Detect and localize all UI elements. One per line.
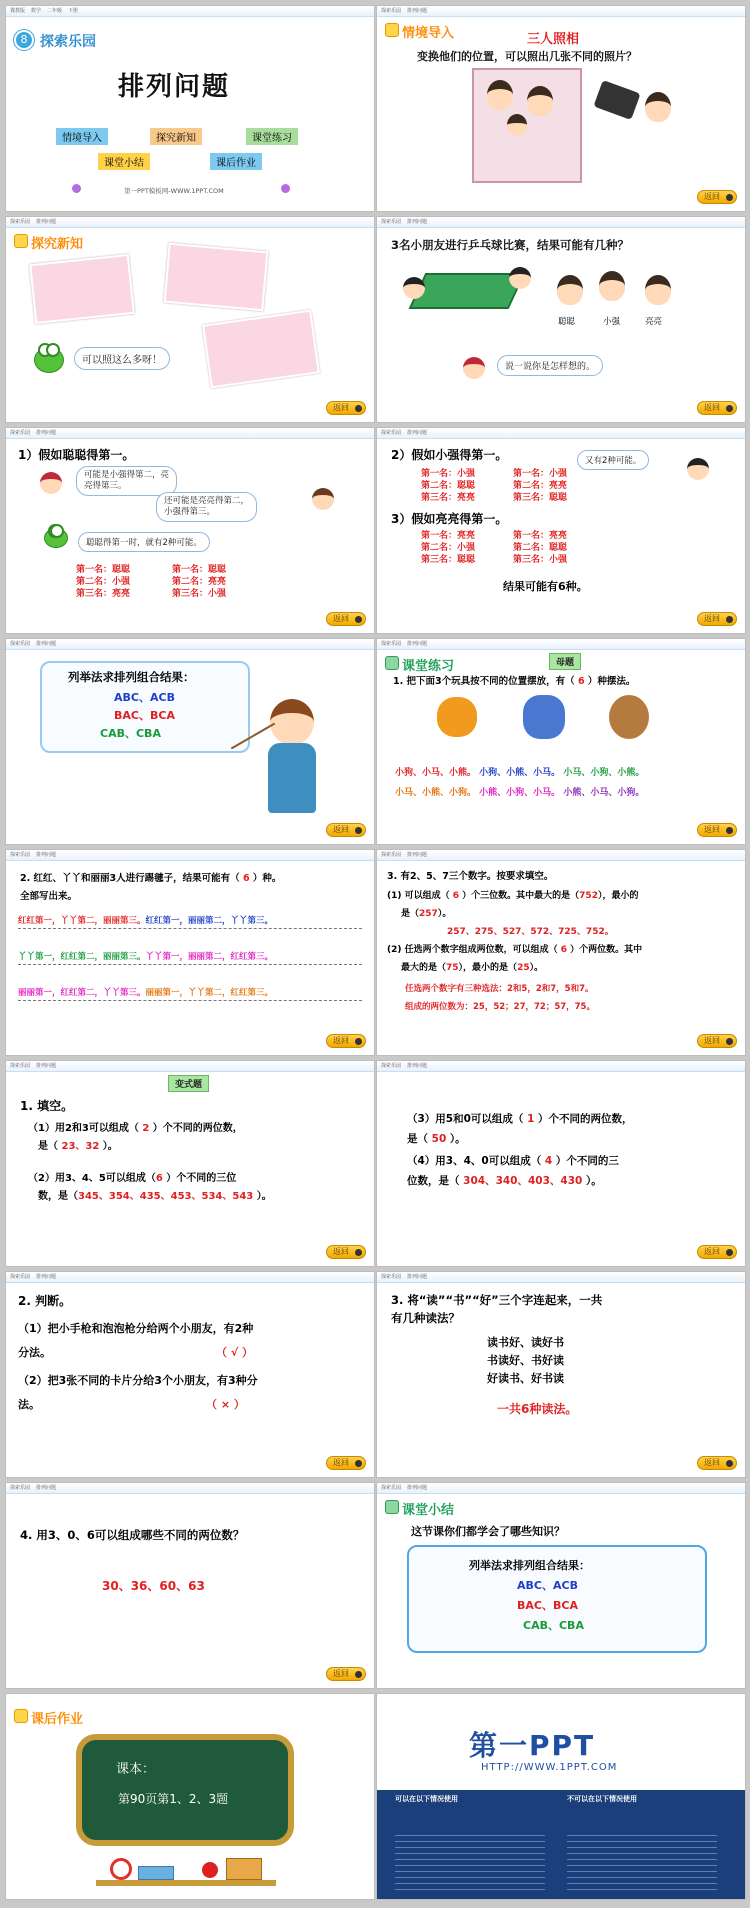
brand-url: HTTP://WWW.1PPT.COM — [481, 1762, 618, 1773]
combo: CBA — [558, 1619, 584, 1632]
question-text: 全部写出来。 — [20, 891, 78, 902]
result: 红红第一，丫丫第二，丽丽第三。 — [18, 916, 146, 926]
back-button[interactable]: 返回 — [326, 401, 366, 415]
brand-logo: 第一PPT — [469, 1729, 596, 1762]
back-button[interactable]: 返回 — [697, 823, 737, 837]
person-illustration — [527, 86, 553, 116]
slide-14[interactable] — [376, 1271, 746, 1478]
method-title: 列举法求排列组合结果： — [68, 670, 195, 684]
answer: 50 — [431, 1133, 447, 1145]
answer: 25 — [517, 963, 530, 973]
arrangement: 小马、小狗、小熊。 — [563, 768, 645, 778]
combo: BAC — [517, 1599, 542, 1612]
slide-header-bar: 探索乐园 排列问题 — [6, 639, 374, 650]
dashed-divider — [18, 964, 362, 965]
separator: 、 — [124, 727, 136, 740]
nav-explore[interactable]: 探究新知 — [150, 128, 202, 145]
sub-question: （4）用3、4、0可以组成（ 4 ）个不同的三 — [407, 1155, 619, 1167]
case-heading: 3）假如亮亮得第一。 — [391, 512, 508, 526]
sub-question: (2) 任选两个数字组成两位数，可以组成（ 6 ）个两位数。其中 — [387, 945, 643, 955]
answer-text: 一共6种读法。 — [497, 1402, 578, 1416]
speech-bubble: 聪聪得第一时，就有2种可能。 — [78, 532, 210, 552]
arrangement: 小狗、小马、小熊。 — [395, 768, 477, 778]
separator: 、 — [138, 709, 150, 722]
question-part: ）种摆法。 — [584, 676, 636, 687]
combo-row — [523, 1617, 584, 1633]
toy-dog-icon — [437, 697, 477, 737]
slide-6[interactable] — [376, 427, 746, 634]
method-title: 列举法求排列组合结果： — [469, 1559, 590, 1572]
slide-12[interactable] — [376, 1060, 746, 1267]
rank-line: 第二名：小强 — [421, 543, 476, 553]
combo: BCA — [552, 1599, 578, 1612]
camera-tripod-icon — [593, 80, 640, 120]
slide-15[interactable] — [5, 1482, 375, 1689]
back-button[interactable]: 返回 — [326, 612, 366, 626]
player-illustration — [403, 277, 425, 299]
section-title: 探究新知 — [14, 233, 83, 252]
answer-row — [395, 785, 644, 798]
combo: BAC — [114, 709, 139, 722]
section-icon — [385, 1500, 399, 1514]
books-icon — [226, 1858, 262, 1880]
clock-icon — [110, 1858, 132, 1880]
rank-line: 第一名：聪聪 — [76, 565, 131, 575]
explanation-text: 任选两个数字有三种选法：2和5，2和7，5和7。 — [405, 984, 594, 994]
rank-line: 第三名：聪聪 — [421, 555, 476, 565]
back-button[interactable]: 返回 — [697, 612, 737, 626]
sub-question: (1) 可以组成（ 6 ）个三位数。其中最大的是（752），最小的 — [387, 891, 639, 901]
family-photo — [202, 310, 320, 389]
dashed-divider — [18, 1000, 362, 1001]
answer: 6 — [577, 676, 585, 687]
rank-line: 第二名：小强 — [76, 577, 131, 587]
question-tag: 母题 — [549, 653, 581, 670]
family-photo — [29, 254, 135, 324]
answer-text: 30、36、60、63 — [102, 1579, 205, 1593]
slide-header-bar: 探索乐园 排列问题 — [377, 217, 745, 228]
explanation-text: 组成的两位数为：25，52；27，72；57，75。 — [405, 1002, 595, 1012]
speech-bubble: 可能是小强得第二，亮 亮得第三。 — [76, 466, 177, 496]
toy-horse-icon — [523, 695, 565, 739]
arrangement: 小熊、小马、小狗。 — [563, 788, 645, 798]
rank-line: 第二名：聪聪 — [421, 481, 476, 491]
rank-line: 第一名：聪聪 — [172, 565, 227, 575]
speech-bubble: 还可能是亮亮得第二， 小强得第三。 — [156, 492, 257, 522]
reading-option: 好读书、好书读 — [487, 1372, 564, 1385]
combo: ABC — [114, 691, 139, 704]
result: 红红第一，丽丽第二，丫丫第三。 — [145, 916, 274, 926]
speech-bubble: 可以照这么多呀！ — [74, 347, 170, 370]
answer-row — [18, 986, 273, 998]
speech-bubble: 又有2种可能。 — [577, 450, 649, 470]
arrangement: 小熊、小狗、小马。 — [479, 788, 561, 798]
usage-heading: 可以在以下情况使用 — [395, 1795, 458, 1803]
section-title: 课后作业 — [14, 1708, 83, 1727]
slide-header-bar: 冀教版 数学 二年级 下册 — [6, 6, 374, 17]
teacher-illustration — [270, 699, 314, 745]
nav-homework[interactable]: 课后作业 — [210, 153, 262, 170]
answer-row — [18, 950, 273, 962]
case-heading: 1）假如聪聪得第一。 — [18, 448, 135, 462]
slide-header-bar: 探索乐园 排列问题 — [6, 1272, 374, 1283]
section-title: 情境导入 — [385, 22, 454, 41]
ranking-list — [513, 530, 567, 566]
slide-7[interactable] — [5, 638, 375, 845]
slide-header-bar: 探索乐园 排列问题 — [377, 1061, 745, 1072]
slide-3[interactable] — [5, 216, 375, 423]
sub-question: （1）把小手枪和泡泡枪分给两个小朋友，有2种 — [18, 1322, 254, 1335]
dashed-divider — [18, 928, 362, 929]
section-title: 课堂小结 — [385, 1499, 454, 1518]
slide-header-bar: 探索乐园 排列问题 — [377, 6, 745, 17]
lesson-title: 排列问题 — [118, 72, 231, 102]
link-list — [395, 1830, 545, 1890]
rank-line: 第一名：亮亮 — [421, 531, 476, 541]
answer: 1 — [527, 1113, 535, 1125]
slide-header-bar: 探索乐园 排列问题 — [377, 639, 745, 650]
rank-line: 第一名：小强 — [513, 469, 568, 479]
judgement-answer: （ √ ） — [216, 1346, 253, 1359]
answer: 752 — [579, 891, 598, 901]
sub-question: （1）用2和3可以组成（ 2 ）个不同的两位数， — [28, 1123, 243, 1134]
question-part: 1. 把下面3个玩具按不同的位置摆放，有（ — [393, 676, 578, 687]
nav-intro[interactable]: 情境导入 — [56, 128, 108, 145]
child-avatar-xiaoqiang — [599, 271, 625, 301]
unit-title: 探索乐园 — [40, 34, 96, 50]
sub-question: （2）把3张不同的卡片分给3个小朋友，有3种分 — [18, 1374, 258, 1387]
sub-question: 数，是（345、354、435、453、534、543 ）。 — [38, 1191, 272, 1202]
reading-option: 书读好、书好读 — [487, 1354, 564, 1367]
slide-10[interactable] — [376, 849, 746, 1056]
answer: 6 — [242, 873, 250, 884]
result: 丽丽第一，丫丫第二，红红第三。 — [145, 988, 274, 998]
back-button[interactable]: 返回 — [697, 190, 737, 204]
child-avatar-congcong — [557, 275, 583, 305]
section-icon — [385, 656, 399, 670]
answer: 23、32 — [61, 1141, 100, 1152]
slide-17[interactable] — [5, 1693, 375, 1900]
rank-line: 第二名：亮亮 — [513, 481, 568, 491]
ranking-list — [76, 564, 130, 600]
separator: 、 — [138, 691, 150, 704]
sub-question: （3）用5和0可以组成（ 1 ）个不同的两位数， — [407, 1113, 633, 1125]
teacher-body — [268, 743, 316, 813]
question-text: 3. 有2、5、7三个数字。按要求填空。 — [387, 871, 554, 882]
slide-header-bar: 探索乐园 排列问题 — [6, 428, 374, 439]
footer-text: 第一PPT模板网-WWW.1PPT.COM — [124, 187, 224, 195]
answer: 75 — [446, 963, 459, 973]
question-text — [20, 870, 281, 884]
flower-icon — [72, 184, 81, 193]
slide-header-bar: 探索乐园 排列问题 — [6, 1061, 374, 1072]
slide-8[interactable] — [376, 638, 746, 845]
sub-question: 最大的是（75），最小的是（25）。 — [401, 963, 544, 973]
back-button[interactable]: 返回 — [697, 401, 737, 415]
question-text — [393, 673, 635, 687]
answer-row — [18, 914, 273, 926]
shelf — [96, 1880, 276, 1886]
case-heading: 2）假如小强得第一。 — [391, 448, 508, 462]
slide-header-bar: 探索乐园 排列问题 — [6, 217, 374, 228]
back-button[interactable]: 返回 — [326, 1456, 366, 1470]
question-part: 2. 红红、丫丫和丽丽3人进行踢毽子，结果可能有（ — [20, 873, 243, 884]
slide-header-bar: 探索乐园 排列问题 — [6, 1483, 374, 1494]
answer: 304、340、403、430 — [463, 1175, 583, 1187]
arrangement: 小狗、小熊、小马。 — [479, 768, 561, 778]
slide-5[interactable] — [5, 427, 375, 634]
answer: 257 — [419, 909, 438, 919]
flower-icon — [281, 184, 290, 193]
answer: 6 — [452, 891, 460, 901]
answer: 6 — [560, 945, 568, 955]
result: 丫丫第一，红红第二，丽丽第三。 — [18, 952, 146, 962]
back-button[interactable]: 返回 — [326, 1667, 366, 1681]
answer: 4 — [544, 1155, 553, 1167]
combo: ABC — [517, 1579, 542, 1592]
combo: ACB — [149, 691, 175, 704]
slide-2[interactable] — [376, 5, 746, 212]
name-label: 亮亮 — [645, 317, 663, 327]
books-icon — [138, 1866, 174, 1880]
rank-line: 第三名：亮亮 — [76, 589, 131, 599]
sub-question: 位数，是（ 304、340、403、430 ）。 — [407, 1175, 602, 1187]
apple-icon — [202, 1862, 218, 1878]
board-label: 课本： — [116, 1762, 156, 1777]
frog-mascot-icon — [34, 347, 64, 373]
sub-question: 是（ 50 ）。 — [407, 1133, 466, 1145]
rank-line: 第三名：聪聪 — [513, 493, 568, 503]
slide-1[interactable] — [5, 5, 375, 212]
girl-illustration — [312, 488, 334, 510]
section-icon — [14, 234, 28, 248]
name-label: 聪聪 — [558, 317, 576, 327]
slide-4[interactable] — [376, 216, 746, 423]
sub-question: 法。 — [18, 1398, 40, 1411]
rank-line: 第三名：亮亮 — [421, 493, 476, 503]
reading-option: 读书好、读好书 — [487, 1336, 564, 1349]
back-button[interactable]: 返回 — [326, 1034, 366, 1048]
combo: ACB — [552, 1579, 578, 1592]
ping-pong-table-illustration — [409, 273, 526, 309]
combo: CAB — [100, 727, 125, 740]
slide-16[interactable] — [376, 1482, 746, 1689]
result: 丽丽第一，红红第二，丫丫第三。 — [18, 988, 146, 998]
slide-18[interactable] — [376, 1693, 746, 1900]
girl-illustration — [463, 357, 485, 379]
back-button[interactable]: 返回 — [326, 1245, 366, 1259]
slide-header-bar: 探索乐园 排列问题 — [6, 850, 374, 861]
section-icon — [385, 23, 399, 37]
answer: 2 — [142, 1123, 150, 1134]
girl-illustration — [40, 472, 62, 494]
slide-header-bar: 探索乐园 排列问题 — [377, 850, 745, 861]
back-button[interactable]: 返回 — [326, 823, 366, 837]
rank-line: 第三名：小强 — [172, 589, 227, 599]
answer-row — [395, 765, 644, 778]
unit-number-badge: 8 — [14, 30, 34, 50]
question-text: 这节课你们都学会了哪些知识？ — [411, 1525, 565, 1538]
question-text: 有几种读法？ — [391, 1311, 460, 1325]
rank-line: 第一名：小强 — [421, 469, 476, 479]
speech-bubble: 说一说你是怎样想的。 — [497, 355, 603, 376]
usage-heading: 不可以在以下情况使用 — [567, 1795, 637, 1803]
combo-row — [100, 725, 161, 741]
sub-question: （2）用3、4、5可以组成（6 ）个不同的三位 — [28, 1173, 237, 1184]
ranking-list — [421, 468, 475, 504]
separator: 、 — [541, 1599, 553, 1612]
slide-header-bar: 探索乐园 排列问题 — [377, 1483, 745, 1494]
back-button[interactable]: 返回 — [697, 1245, 737, 1259]
combo-row — [517, 1577, 578, 1593]
result-text: 结果可能有6种。 — [503, 580, 588, 593]
name-label: 小强 — [603, 317, 621, 327]
slide-9[interactable] — [5, 849, 375, 1056]
answer: 6 — [155, 1173, 163, 1184]
section-icon — [14, 1709, 28, 1723]
scene-title: 三人照相 — [527, 32, 580, 47]
boy-illustration — [687, 458, 709, 480]
sub-question: 是（257）。 — [401, 909, 452, 919]
child-avatar-liangliang — [645, 275, 671, 305]
ranking-list — [172, 564, 226, 600]
frog-mascot-icon — [44, 528, 68, 548]
back-button[interactable]: 返回 — [697, 1456, 737, 1470]
question-heading: 1. 填空。 — [20, 1099, 74, 1113]
rank-line: 第二名：亮亮 — [172, 577, 227, 587]
slide-header-bar: 探索乐园 排列问题 — [377, 1272, 745, 1283]
ranking-list — [421, 530, 475, 566]
nav-practice[interactable]: 课堂练习 — [246, 128, 298, 145]
slide-header-bar: 探索乐园 排列问题 — [377, 428, 745, 439]
number-list: 257、275、527、572、725、752。 — [447, 927, 614, 937]
sub-question: 分法。 — [18, 1346, 51, 1359]
slide-11[interactable] — [5, 1060, 375, 1267]
question-tag: 变式题 — [168, 1075, 209, 1092]
question-heading: 2. 判断。 — [18, 1294, 72, 1308]
question-text: 3名小朋友进行乒乓球比赛，结果可能有几种？ — [391, 238, 629, 252]
board-assignment: 第90页第1、2、3题 — [118, 1792, 229, 1806]
rank-line: 第三名：小强 — [513, 555, 568, 565]
nav-summary[interactable]: 课堂小结 — [98, 153, 150, 170]
person-illustration — [487, 80, 513, 110]
combo-row — [114, 689, 175, 705]
section-title: 课堂练习 — [385, 655, 454, 674]
player-illustration — [509, 267, 531, 289]
question-text: 变换他们的位置，可以照出几张不同的照片？ — [417, 50, 637, 63]
toy-bear-icon — [609, 695, 649, 739]
rank-line: 第一名：亮亮 — [513, 531, 568, 541]
back-button[interactable]: 返回 — [697, 1034, 737, 1048]
link-list — [567, 1830, 717, 1890]
question-text: 3. 将“读”“书”“好”三个字连起来，一共 — [391, 1293, 603, 1307]
answer: 345、354、435、453、534、543 — [78, 1191, 254, 1202]
combo-row — [517, 1597, 578, 1613]
family-photo — [164, 243, 269, 311]
sub-question: 是（ 23、32 ）。 — [38, 1141, 118, 1152]
combo: CBA — [135, 727, 161, 740]
combo-row — [114, 707, 175, 723]
ranking-list — [513, 468, 567, 504]
combo: CAB — [523, 1619, 548, 1632]
separator: 、 — [547, 1619, 559, 1632]
arrangement: 小马、小熊、小狗。 — [395, 788, 477, 798]
child-illustration — [507, 114, 527, 136]
photographer-illustration — [645, 92, 671, 122]
rank-line: 第二名：聪聪 — [513, 543, 568, 553]
question-part: ）种。 — [249, 873, 282, 884]
slide-13[interactable] — [5, 1271, 375, 1478]
separator: 、 — [541, 1579, 553, 1592]
result: 丫丫第一，丽丽第二，红红第三。 — [145, 952, 274, 962]
combo: BCA — [149, 709, 175, 722]
question-text: 4. 用3、0、6可以组成哪些不同的两位数？ — [20, 1528, 245, 1542]
judgement-answer: （ × ） — [206, 1398, 245, 1411]
